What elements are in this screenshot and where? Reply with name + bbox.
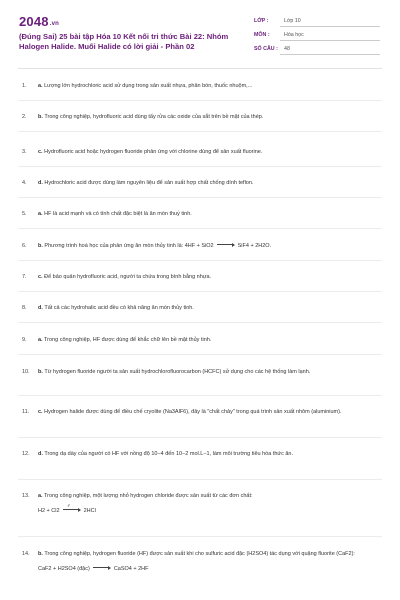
question-text: Hydrogen halide được dùng để điều chế cryolite (Na3AlF6), đây là "chất chảy" trong quá trình sản xuất nhôm (aluminium). bbox=[44, 409, 342, 415]
question-label: a. bbox=[38, 83, 43, 89]
reaction-arrow-icon bbox=[63, 503, 81, 512]
question-number: 13. bbox=[22, 493, 30, 499]
question-text: Từ hydrogen fluoride người ta sản xuất hydrochlorofluorocarbon (HCFC) sử dụng cho các hệ thống làm lạnh. bbox=[44, 369, 311, 375]
row-divider bbox=[18, 322, 382, 323]
meta-subject-value: Hóa học bbox=[284, 32, 304, 38]
question-text: Hydrochloric acid được dùng làm nguyên liệu để sản xuất hợp chất chống dính teflon. bbox=[44, 180, 254, 186]
row-divider bbox=[18, 479, 382, 480]
document-header bbox=[0, 0, 400, 66]
question-label: b. bbox=[38, 369, 43, 375]
question-label: a. bbox=[38, 211, 43, 217]
question-number: 12. bbox=[22, 451, 30, 457]
row-divider bbox=[18, 536, 382, 537]
row-divider bbox=[18, 228, 382, 229]
question-text: Trong công nghiệp, HF được dùng để khắc chữ lên bề mặt thủy tinh. bbox=[44, 337, 212, 343]
question-number: 11. bbox=[22, 409, 30, 415]
question-label: c. bbox=[38, 409, 43, 415]
reaction-arrow-icon bbox=[217, 242, 235, 247]
meta-count-key: SỐ CÂU : bbox=[254, 46, 278, 52]
question-label: c. bbox=[38, 149, 43, 155]
question-label: b. bbox=[38, 243, 43, 249]
question-number: 6. bbox=[22, 243, 27, 249]
question-text: Lượng lớn hydrochloric acid sử dụng trong sản xuất nhựa, phân bón, thuốc nhuộm,... bbox=[44, 83, 253, 89]
question-label: a. bbox=[38, 337, 43, 343]
meta-divider bbox=[280, 40, 380, 41]
question-number: 14. bbox=[22, 551, 30, 557]
question-label: d. bbox=[38, 180, 43, 186]
reaction-condition: t° bbox=[67, 503, 71, 508]
question-label: b. bbox=[38, 114, 43, 120]
meta-subject-key: MÔN : bbox=[254, 32, 270, 38]
equation-product: CaSO4 + 2HF bbox=[113, 566, 149, 572]
question-text: HF là acid mạnh và có tính chất đặc biệt là ăn mòn thuỷ tinh. bbox=[44, 211, 192, 217]
question-number: 10. bbox=[22, 369, 30, 375]
site-logo[interactable] bbox=[19, 14, 59, 29]
meta-divider bbox=[280, 54, 380, 55]
row-divider bbox=[18, 437, 382, 438]
question-text: Trong công nghiệp, một lượng nhỏ hydrogen chloride được sản xuất từ các đơn chất: bbox=[44, 493, 253, 499]
chemical-equation bbox=[38, 503, 378, 516]
question-text: Trong công nghiệp, hydrofluoric acid dùng tẩy rửa các oxide của sắt trên bề mặt của thép. bbox=[44, 114, 264, 120]
row-divider bbox=[18, 100, 382, 101]
row-divider bbox=[18, 131, 382, 132]
question-number: 9. bbox=[22, 337, 27, 343]
meta-class-value: Lớp 10 bbox=[284, 18, 301, 24]
question-label: a. bbox=[38, 493, 43, 499]
question-number: 4. bbox=[22, 180, 27, 186]
row-divider bbox=[18, 260, 382, 261]
row-divider bbox=[18, 291, 382, 292]
row-divider bbox=[18, 354, 382, 355]
question-label: c. bbox=[38, 274, 43, 280]
reaction-arrow-icon bbox=[93, 565, 111, 570]
logo-main: 2048 bbox=[19, 14, 49, 29]
question-label: d. bbox=[38, 305, 43, 311]
question-label: b. bbox=[38, 551, 43, 557]
meta-class-key: LỚP : bbox=[254, 18, 269, 24]
question-text: Trong công nghiệp, hydrogen fluoride (HF) được sản xuất khi cho sulfuric acid đặc (H2SO4) tác dụng với quặng fluorite (CaF2): bbox=[44, 551, 355, 557]
equation-product: SiF4 + 2H2O. bbox=[237, 243, 272, 249]
equation-product: 2HCl bbox=[83, 508, 96, 514]
meta-divider bbox=[280, 26, 380, 27]
question-text: Phương trình hoá học của phản ứng ăn mòn thủy tinh là: 4HF + SiO2 bbox=[44, 243, 214, 249]
header-divider bbox=[18, 68, 382, 69]
logo-domain: .vn bbox=[49, 21, 60, 27]
equation-reactants: CaF2 + H2SO4 (đặc) bbox=[38, 566, 90, 572]
question-text: Tất cả các hydrohalic acid đều có khả năng ăn mòn thủy tinh. bbox=[44, 305, 194, 311]
question-number: 7. bbox=[22, 274, 27, 280]
question-number: 2. bbox=[22, 114, 27, 120]
chemical-equation bbox=[38, 565, 378, 574]
question-text: Trong dạ dày của người có HF với nồng độ 10−4 đến 10−2 mol.L−1, làm môi trường tiêu hóa thức ăn. bbox=[44, 451, 294, 457]
document-title: (Đúng Sai) 25 bài tập Hóa 10 Kết nối tri thức Bài 22: Nhóm Halogen Halide. Muối Halide có lời giải - Phần 02 bbox=[19, 32, 229, 51]
question-number: 8. bbox=[22, 305, 27, 311]
question-number: 5. bbox=[22, 211, 27, 217]
row-divider bbox=[18, 197, 382, 198]
row-divider bbox=[18, 166, 382, 167]
question-text: Để bảo quản hydrofluoric acid, người ta chứa trong bình bằng nhựa. bbox=[44, 274, 212, 280]
meta-count-value: 48 bbox=[284, 46, 290, 52]
row-divider bbox=[18, 395, 382, 396]
equation-reactants: H2 + Cl2 bbox=[38, 508, 60, 514]
question-label: d. bbox=[38, 451, 43, 457]
question-number: 3. bbox=[22, 149, 27, 155]
question-text: Hydrofluoric acid hoặc hydrogen fluoride phản ứng với chlorine dùng để sản xuất fluorine. bbox=[44, 149, 263, 155]
question-number: 1. bbox=[22, 83, 27, 89]
